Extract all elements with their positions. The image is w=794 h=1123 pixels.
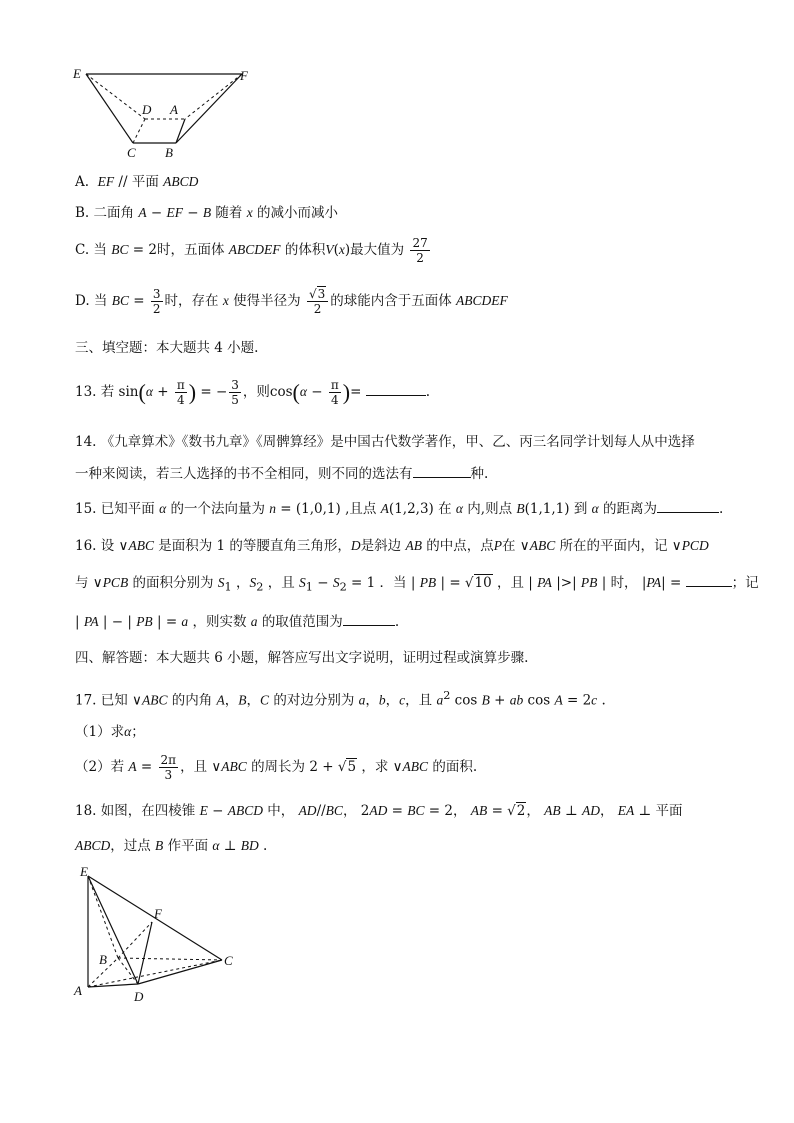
question-16-line-1: 16. 设 ∨ABC 是面积为 1 的等腰直角三角形，D是斜边 AB 的中点，点P在 ∨ABC 所在的平面内，记 ∨PCD [75,538,709,554]
label-b: B [99,952,107,967]
edge-fb [176,74,242,143]
section-fill-in-title: 三、填空题：本大题共 4 小题. [75,340,259,356]
edge-fa [185,74,242,119]
edge-bc [118,958,222,960]
fraction-3-2: $\frac{3}{2}$ [152,287,161,316]
figure-pyramid [70,862,240,1007]
option-d: D. 当 BC = $\frac{3}{2}$ 时，存在 x 使得半径为 $\frac{√3}{2}$ 的球能内含于五面体 ABCDEF [75,287,508,316]
label-f: F [240,68,248,83]
fraction-sqrt3-2: $\frac{√3}{2}$ [307,287,328,316]
question-18-line-2: ABCD，过点 B 作平面 α ⊥ BD . [75,838,268,854]
answer-blank-13[interactable] [366,381,426,396]
answer-blank-14[interactable] [413,463,471,478]
section-solution-title: 四、解答题：本大题共 6 小题，解答应写出文字说明，证明过程或演算步骤. [75,650,529,666]
question-15: 15. 已知平面 α 的一个法向量为 n = (1,0,1) ,且点 A(1,2,3) 在 α 内,则点 B(1,1,1) 到 α 的距离为 . [75,498,723,519]
edge-ed [86,74,145,119]
answer-blank-15[interactable] [657,498,719,513]
label-d: D [134,989,144,1004]
question-14-line-1: 14. 《九章算术》《数书九章》《周髀算经》是中国古代数学著作，甲、乙、丙三名同学计划每人从中选择 [75,434,695,450]
edge-ac [88,960,222,987]
edge-ec [86,74,133,143]
question-17-part-2: （2）若 A = $\frac{2\pi}{3}$ ，且 ∨ABC 的周长为 2 + √5 ，求 ∨ABC 的面积. [75,753,478,782]
edge-bf [118,922,152,958]
question-16-line-3: | PA | − | PB | = a ，则实数 a 的取值范围为 . [75,611,399,632]
question-17: 17. 已知 ∨ABC 的内角 A，B，C 的对边分别为 a，b，c，且 $a^2$ cos B + ab cos A = 2c . [75,689,606,709]
edge-cd [133,119,145,143]
label-e: E [73,66,81,81]
label-a: A [74,983,82,998]
option-b: B. 二面角 A − EF − B 随着 x 的减小而减小 [75,205,339,221]
question-18-line-1: 18. 如图，在四棱锥 E − ABCD 中， AD//BC， 2AD = BC = 2， AB = √2， AB ⊥ AD， EA ⊥ 平面 [75,803,683,819]
question-17-part-1: （1）求α； [75,724,145,740]
question-14-line-2: 一种来阅读，若三人选择的书不全相同，则不同的选法有 种. [75,463,488,484]
label-c: C [224,953,233,968]
question-13: 13. 若 sin(α + $\frac{\pi}{4}$ ) = − $\frac{3}{5}$ ，则cos(α − $\frac{\pi}{4}$ )= . [75,378,430,407]
edge-dc [138,960,222,984]
label-b: B [165,145,173,160]
label-a: A [170,102,178,117]
label-d: D [142,102,152,117]
figure-pentahedron [70,64,260,160]
label-f: F [154,906,162,921]
edge-fd [138,922,152,984]
edge-ba [176,119,185,143]
option-a: A. EF // 平面 ABCD [75,174,199,190]
option-c: C. 当 BC = 2时，五面体 ABCDEF 的体积V(x)最大值为 $\frac{27}{2}$ [75,236,428,265]
answer-blank-16a[interactable] [686,572,732,587]
label-e: E [80,864,88,879]
question-16-line-2: 与 ∨PCB 的面积分别为 $S_1$ ，$S_2$ ，且 $S_1 - S_2 = 1$ ．当 | PB | = √10 ，且 | PA |>| PB | 时， |PA| = ；记 [75,572,759,598]
fraction-27-2: $\frac{27}{2}$ [412,236,428,265]
answer-blank-16b[interactable] [343,611,395,626]
label-c: C [127,145,136,160]
edge-eb [88,876,118,958]
